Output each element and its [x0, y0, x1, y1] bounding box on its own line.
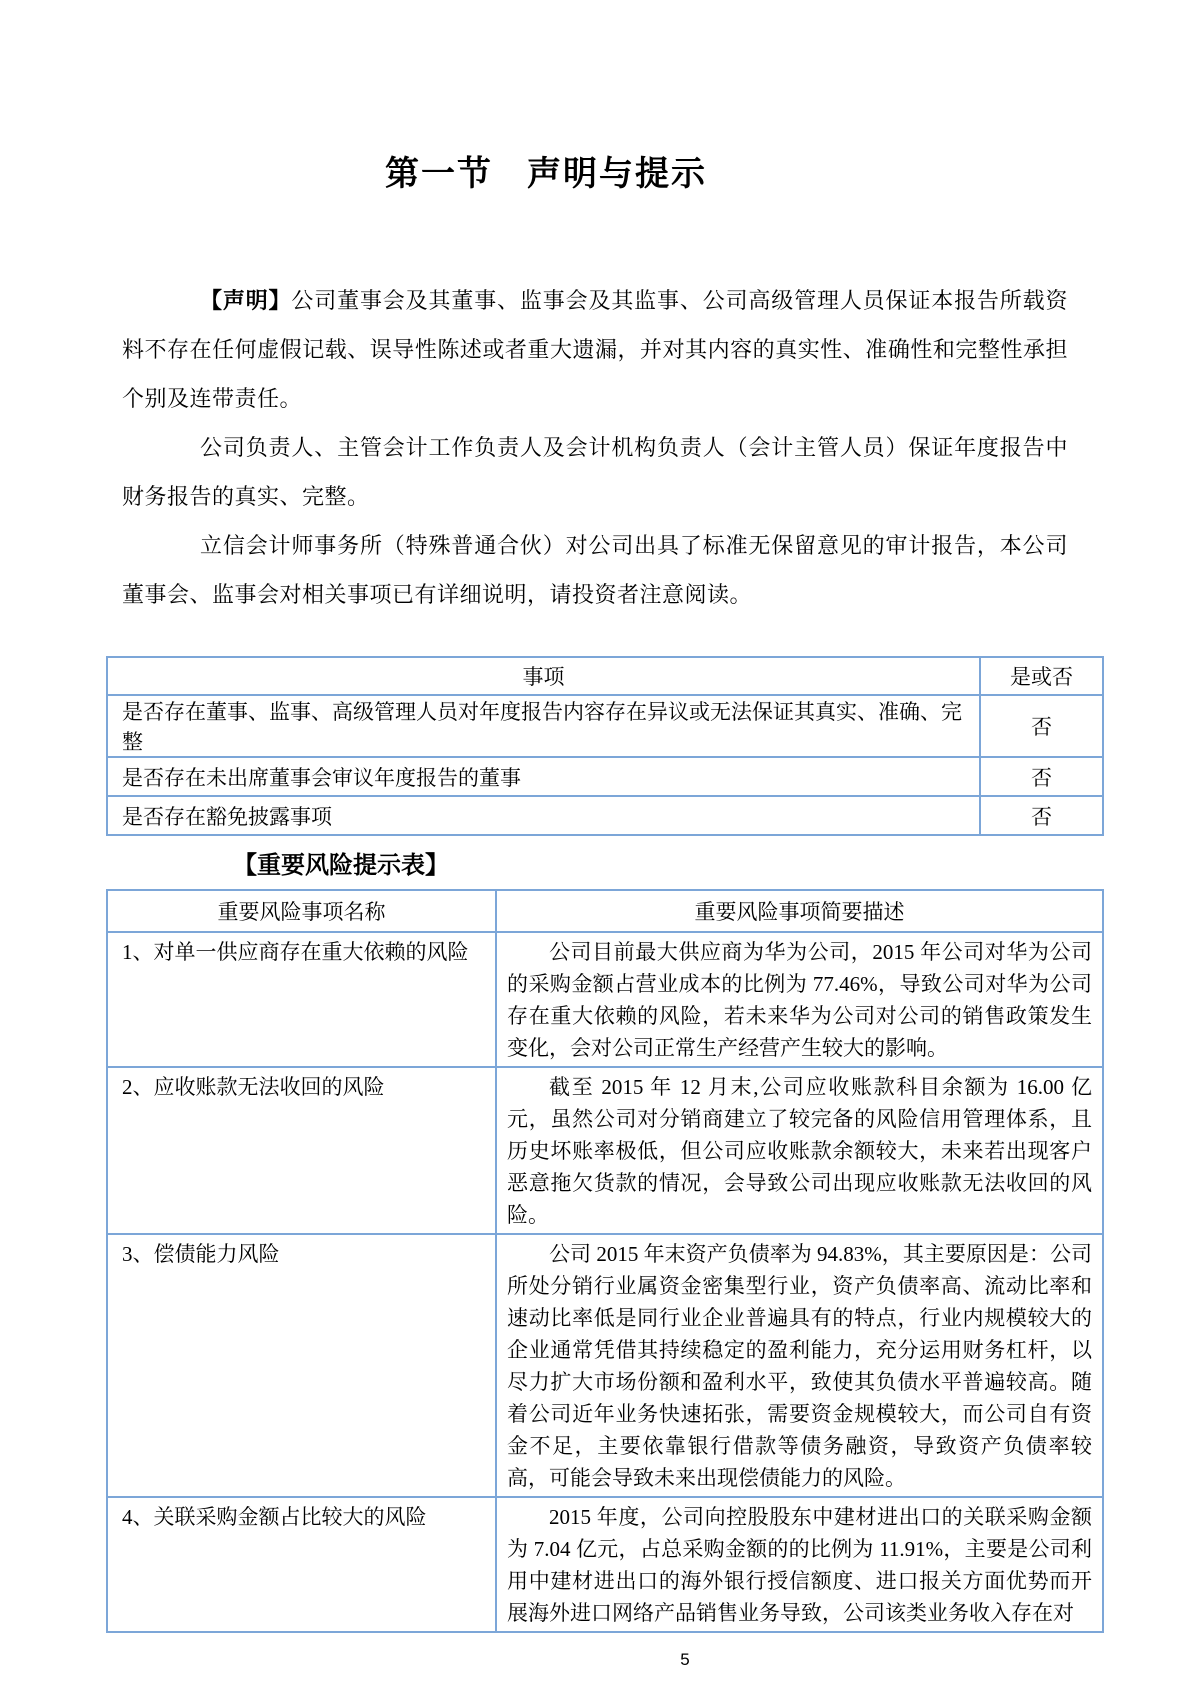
risk-desc-text: 2015 年度，公司向控股股东中建材进出口的关联采购金额为 7.04 亿元，占总采购金额的的比例为 11.91%，主要是公司利用中建材进出口的海外银行授信额度、进口报关方面优势而开展海外进口网络产品销售业务导致，公司该类业务收入存在对 — [507, 1505, 1092, 1625]
answer-cell: 否 — [980, 757, 1103, 796]
statement-items-table — [106, 656, 1104, 836]
declaration-label: 【声明】 — [200, 288, 292, 313]
risk-row — [107, 1497, 1103, 1632]
risk-name-cell: 1、对单一供应商存在重大依赖的风险 — [107, 932, 496, 1067]
risk-name-cell: 2、应收账款无法收回的风险 — [107, 1067, 496, 1234]
declaration-text: 公司董事会及其董事、监事会及其监事、公司高级管理人员保证本报告所载资料不存在任何虚假记载、误导性陈述或者重大遗漏，并对其内容的真实性、准确性和完整性承担个别及连带责任。 — [122, 288, 1068, 411]
answer-cell: 否 — [980, 695, 1103, 757]
page-title — [48, 0, 1044, 198]
item-cell: 是否存在豁免披露事项 — [107, 796, 980, 835]
item-cell: 是否存在未出席董事会审议年度报告的董事 — [107, 757, 980, 796]
risk-table-header-row — [107, 890, 1103, 932]
page-title-section: 第一节 — [385, 155, 493, 193]
audit-opinion-paragraph: 立信会计师事务所（特殊普通合伙）对公司出具了标准无保留意见的审计报告，本公司董事会、监事会对相关事项已有详细说明，请投资者注意阅读。 — [122, 533, 1068, 607]
page-title-text: 声明与提示 — [527, 155, 707, 193]
column-header-risk-desc: 重要风险事项简要描述 — [496, 890, 1103, 932]
column-header-yes-no: 是或否 — [980, 657, 1103, 695]
item-cell: 是否存在董事、监事、高级管理人员对年度报告内容存在异议或无法保证其真实、准确、完整 — [107, 695, 980, 757]
risk-desc-cell — [496, 1067, 1103, 1234]
risk-table-heading: 【重要风险提示表】 — [233, 852, 449, 879]
table-row — [107, 796, 1103, 835]
risk-row — [107, 1234, 1103, 1497]
risk-row — [107, 1067, 1103, 1234]
risk-desc-text: 公司目前最大供应商为华为公司，2015 年公司对华为公司的采购金额占营业成本的比例为 77.46%，导致公司对华为公司存在重大依赖的风险，若未来华为公司对公司的销售政策发生变化，会对公司正常生产经营产生较大的影响。 — [507, 940, 1092, 1060]
column-header-item: 事项 — [107, 657, 980, 695]
column-header-risk-name: 重要风险事项名称 — [107, 890, 496, 932]
page-number: 5 — [680, 1650, 690, 1669]
table-row — [107, 695, 1103, 757]
risk-table — [106, 889, 1104, 1633]
risk-row — [107, 932, 1103, 1067]
responsibility-paragraph: 公司负责人、主管会计工作负责人及会计机构负责人（会计主管人员）保证年度报告中财务报告的真实、完整。 — [122, 435, 1068, 509]
risk-desc-text: 截至 2015 年 12 月末,公司应收账款科目余额为 16.00 亿元，虽然公司对分销商建立了较完备的风险信用管理体系，且历史坏账率极低，但公司应收账款余额较大，未来若出现客户恶意拖欠货款的情况，会导致公司出现应收账款无法收回的风险。 — [507, 1075, 1092, 1227]
risk-name-cell: 3、偿债能力风险 — [107, 1234, 496, 1497]
risk-desc-cell — [496, 1234, 1103, 1497]
risk-desc-cell — [496, 932, 1103, 1067]
declaration-paragraph — [106, 276, 1102, 423]
risk-name-cell: 4、关联采购金额占比较大的风险 — [107, 1497, 496, 1632]
risk-desc-cell — [496, 1497, 1103, 1632]
answer-cell: 否 — [980, 796, 1103, 835]
table-header-row — [107, 657, 1103, 695]
table-row — [107, 757, 1103, 796]
risk-desc-text: 公司 2015 年末资产负债率为 94.83%，其主要原因是：公司所处分销行业属资金密集型行业，资产负债率高、流动比率和速动比率低是同行业企业普遍具有的特点，行业内规模较大的企业通常凭借其持续稳定的盈利能力，充分运用财务杠杆，以尽力扩大市场份额和盈利水平，致使其负债水平普遍较高。随着公司近年业务快速拓张，需要资金规模较大，而公司自有资金不足，主要依靠银行借款等债务融资，导致资产负债率较高，可能会导致未来出现偿债能力的风险。 — [507, 1242, 1092, 1490]
page-content — [106, 0, 1102, 1674]
declaration-section — [106, 276, 1102, 619]
